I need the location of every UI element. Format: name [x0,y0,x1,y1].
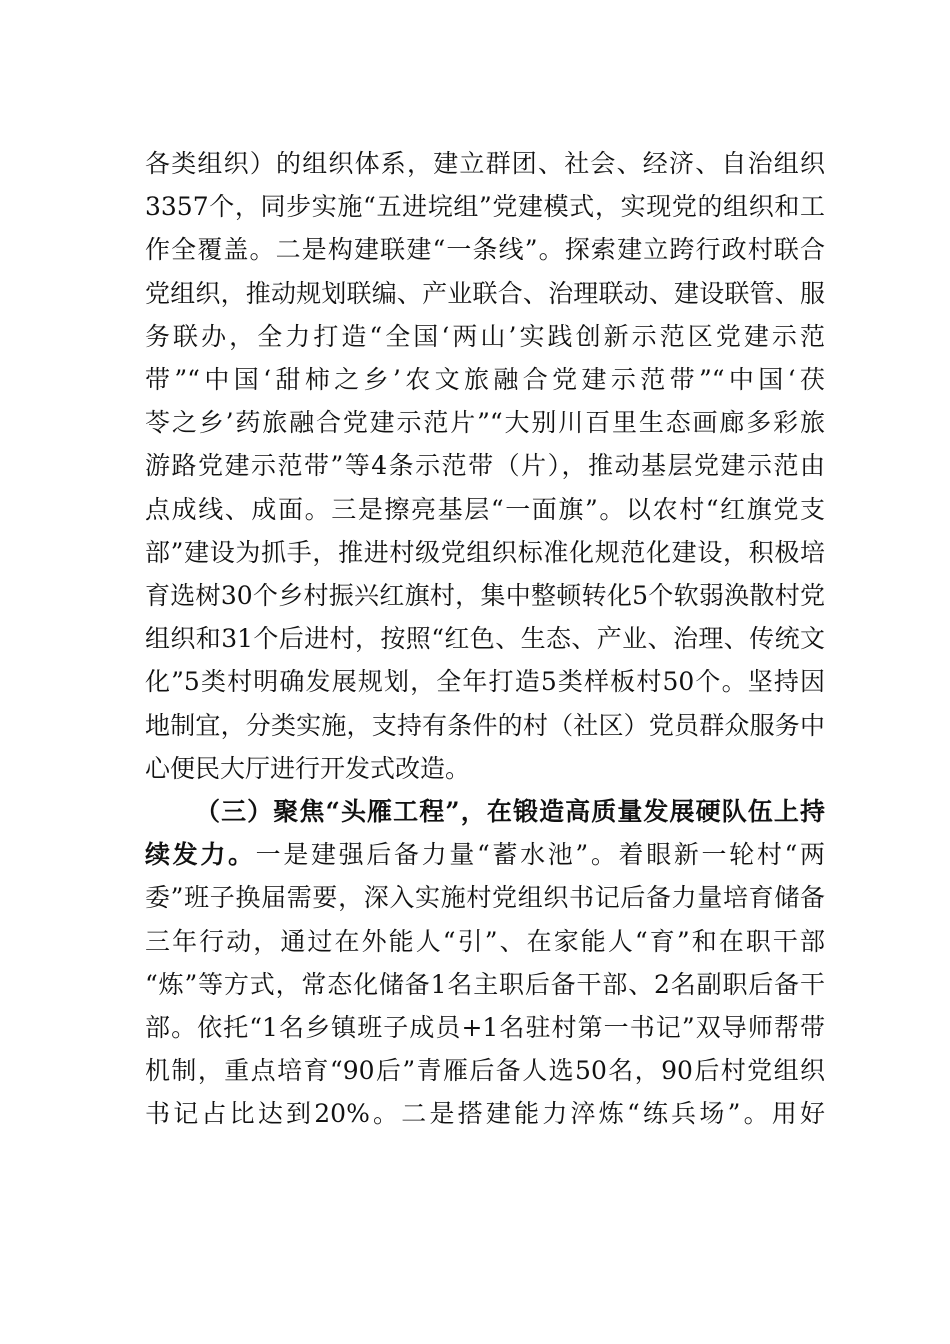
section-heading-continuation: 续发力。 [145,840,256,870]
text-line: “炼”等方式，常态化储备1名主职后备干部、2名副职后备干 [145,969,825,999]
text-line: 化”5类村明确发展规划，全年打造5类样板村50个。坚持因 [145,667,825,697]
text-line: 部”建设为抓手，推进村级党组织标准化规范化建设，积极培 [145,537,825,567]
text-line: 书记占比达到20%。二是搭建能力淬炼“练兵场”。用好 [145,1099,825,1129]
text-line: 机制，重点培育“90后”青雁后备人选50名，90后村党组织 [145,1056,825,1086]
text-line: 点成线、成面。三是擦亮基层“一面旗”。以农村“红旗党支 [145,494,825,524]
text-line: 地制宜，分类实施，支持有条件的村（社区）党员群众服务中 [145,710,825,740]
text-line: 组织和31个后进村，按照“红色、生态、产业、治理、传统文 [145,624,825,654]
text-line: 党组织，推动规划联编、产业联合、治理联动、建设联管、服 [145,278,825,308]
paragraph-organization-system [145,142,825,790]
text-line: 苓之乡’药旅融合党建示范片”“大别川百里生态画廊多彩旅 [145,408,825,438]
section-heading-three: （三）聚焦“头雁工程”，在锻造高质量发展硬队伍上持 [195,797,825,827]
text-line: 三年行动，通过在外能人“引”、在家能人“育”和在职干部 [145,926,825,956]
body-text [145,142,825,1136]
text-line: 3357个，同步实施“五进垸组”党建模式，实现党的组织和工 [145,192,825,222]
text-line: 游路党建示范带”等4条示范带（片），推动基层党建示范由 [145,451,825,481]
text-line [145,833,825,876]
text-line: 委”班子换届需要，深入实施村党组织书记后备力量培育储备 [145,883,825,913]
text-line: 育选树30个乡村振兴红旗村，集中整顿转化5个软弱涣散村党 [145,581,825,611]
text-line: 作全覆盖。二是构建联建“一条线”。探索建立跨行政村联合 [145,235,825,265]
text-line: 部。依托“1名乡镇班子成员+1名驻村第一书记”双导师帮带 [145,1013,825,1043]
text-line: 带”“中国‘甜柿之乡’农文旅融合党建示范带”“中国‘茯 [145,365,825,395]
text-line: 心便民大厅进行开发式改造。 [145,753,471,783]
text-line: 各类组织）的组织体系，建立群团、社会、经济、自治组织 [145,149,825,178]
paragraph-lead-goose-project [145,790,825,1136]
text-segment: 一是建强后备力量“蓄水池”。着眼新一轮村“两 [255,840,825,870]
text-line: 务联办，全力打造“全国‘两山’实践创新示范区党建示范 [145,321,825,351]
